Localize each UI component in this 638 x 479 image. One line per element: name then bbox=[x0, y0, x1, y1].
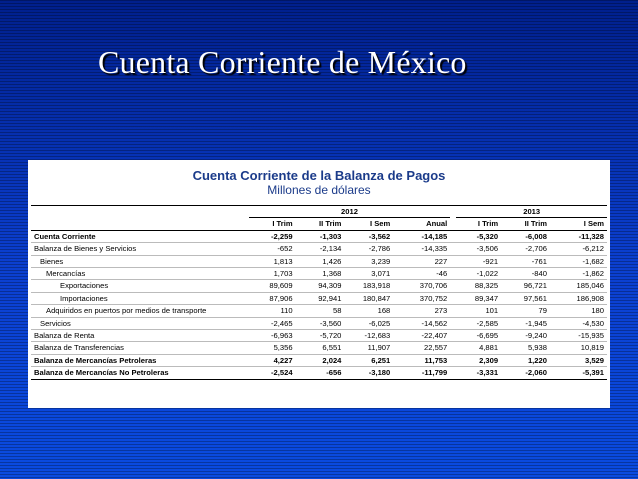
cell-value: 183,918 bbox=[344, 280, 393, 292]
column-header: II Trim bbox=[296, 218, 345, 230]
table-row bbox=[31, 305, 607, 317]
table-body bbox=[31, 230, 607, 379]
cell-value: -12,683 bbox=[344, 330, 393, 342]
row-label: Balanza de Mercancías Petroleras bbox=[31, 354, 249, 366]
cell-value: 186,908 bbox=[550, 292, 607, 304]
period-header-row bbox=[31, 218, 607, 230]
column-header: I Trim bbox=[456, 218, 501, 230]
cell-value: -2,706 bbox=[501, 243, 550, 255]
cell-value: -1,945 bbox=[501, 317, 550, 329]
cell-value: 6,251 bbox=[344, 354, 393, 366]
cell-value: -46 bbox=[393, 268, 450, 280]
cell-value: 1,220 bbox=[501, 354, 550, 366]
cell-value: 185,046 bbox=[550, 280, 607, 292]
cell-value: 88,325 bbox=[456, 280, 501, 292]
balance-table bbox=[31, 205, 607, 380]
cell-value: -5,391 bbox=[550, 367, 607, 379]
cell-value: -5,320 bbox=[456, 230, 501, 242]
cell-value: -2,060 bbox=[501, 367, 550, 379]
year-2012-header: 2012 bbox=[249, 206, 450, 218]
cell-value: 3,239 bbox=[344, 255, 393, 267]
cell-value: -3,180 bbox=[344, 367, 393, 379]
column-header: I Trim bbox=[249, 218, 296, 230]
cell-value: -2,134 bbox=[296, 243, 345, 255]
row-label: Servicios bbox=[31, 317, 249, 329]
cell-value: -3,562 bbox=[344, 230, 393, 242]
cell-value: 22,557 bbox=[393, 342, 450, 354]
column-header: I Sem bbox=[344, 218, 393, 230]
cell-value: -1,682 bbox=[550, 255, 607, 267]
table-row bbox=[31, 342, 607, 354]
row-label: Cuenta Corriente bbox=[31, 230, 249, 242]
cell-value: -14,335 bbox=[393, 243, 450, 255]
table-row bbox=[31, 243, 607, 255]
slide-title: Cuenta Corriente de México bbox=[98, 44, 467, 80]
cell-value: -6,963 bbox=[249, 330, 296, 342]
table-row bbox=[31, 280, 607, 292]
cell-value: -2,585 bbox=[456, 317, 501, 329]
cell-value: 79 bbox=[501, 305, 550, 317]
cell-value: 180,847 bbox=[344, 292, 393, 304]
cell-value: -11,799 bbox=[393, 367, 450, 379]
cell-value: -4,530 bbox=[550, 317, 607, 329]
cell-value: 1,703 bbox=[249, 268, 296, 280]
row-label: Balanza de Transferencias bbox=[31, 342, 249, 354]
table-row bbox=[31, 330, 607, 342]
table-row bbox=[31, 367, 607, 379]
cell-value: 101 bbox=[456, 305, 501, 317]
cell-value: -656 bbox=[296, 367, 345, 379]
cell-value: -5,720 bbox=[296, 330, 345, 342]
cell-value: 87,906 bbox=[249, 292, 296, 304]
column-header: II Trim bbox=[501, 218, 550, 230]
cell-value: 6,551 bbox=[296, 342, 345, 354]
cell-value: -921 bbox=[456, 255, 501, 267]
balance-table-panel bbox=[28, 160, 610, 408]
cell-value: 1,426 bbox=[296, 255, 345, 267]
cell-value: -2,465 bbox=[249, 317, 296, 329]
cell-value: -15,935 bbox=[550, 330, 607, 342]
cell-value: 370,752 bbox=[393, 292, 450, 304]
cell-value: -2,524 bbox=[249, 367, 296, 379]
table-header bbox=[28, 168, 610, 197]
cell-value: -22,407 bbox=[393, 330, 450, 342]
cell-value: 168 bbox=[344, 305, 393, 317]
table-title: Cuenta Corriente de la Balanza de Pagos bbox=[192, 168, 446, 183]
cell-value: -761 bbox=[501, 255, 550, 267]
cell-value: -6,025 bbox=[344, 317, 393, 329]
row-label: Balanza de Mercancías No Petroleras bbox=[31, 367, 249, 379]
row-label: Adquiridos en puertos por medios de transporte bbox=[31, 305, 249, 317]
cell-value: -9,240 bbox=[501, 330, 550, 342]
row-label: Mercancías bbox=[31, 268, 249, 280]
year-header-row bbox=[31, 206, 607, 218]
column-header: Anual bbox=[393, 218, 450, 230]
cell-value: 96,721 bbox=[501, 280, 550, 292]
cell-value: 89,609 bbox=[249, 280, 296, 292]
cell-value: -14,185 bbox=[393, 230, 450, 242]
cell-value: 5,356 bbox=[249, 342, 296, 354]
table-subtitle: Millones de dólares bbox=[267, 183, 371, 197]
cell-value: 4,881 bbox=[456, 342, 501, 354]
table-row bbox=[31, 354, 607, 366]
year-2013-header: 2013 bbox=[456, 206, 607, 218]
cell-value: -652 bbox=[249, 243, 296, 255]
table-row bbox=[31, 230, 607, 242]
row-label: Balanza de Bienes y Servicios bbox=[31, 243, 249, 255]
cell-value: 3,071 bbox=[344, 268, 393, 280]
cell-value: -3,331 bbox=[456, 367, 501, 379]
cell-value: 2,309 bbox=[456, 354, 501, 366]
table-row bbox=[31, 268, 607, 280]
row-label: Balanza de Renta bbox=[31, 330, 249, 342]
cell-value: 94,309 bbox=[296, 280, 345, 292]
cell-value: -6,695 bbox=[456, 330, 501, 342]
cell-value: -6,212 bbox=[550, 243, 607, 255]
row-label: Importaciones bbox=[31, 292, 249, 304]
cell-value: -840 bbox=[501, 268, 550, 280]
cell-value: -2,786 bbox=[344, 243, 393, 255]
cell-value: 370,706 bbox=[393, 280, 450, 292]
cell-value: 10,819 bbox=[550, 342, 607, 354]
cell-value: 273 bbox=[393, 305, 450, 317]
cell-value: -6,008 bbox=[501, 230, 550, 242]
cell-value: -1,862 bbox=[550, 268, 607, 280]
cell-value: 5,938 bbox=[501, 342, 550, 354]
cell-value: 2,024 bbox=[296, 354, 345, 366]
cell-value: 1,813 bbox=[249, 255, 296, 267]
cell-value: 180 bbox=[550, 305, 607, 317]
cell-value: -3,560 bbox=[296, 317, 345, 329]
row-label: Bienes bbox=[31, 255, 249, 267]
cell-value: -14,562 bbox=[393, 317, 450, 329]
cell-value: -1,303 bbox=[296, 230, 345, 242]
cell-value: -11,328 bbox=[550, 230, 607, 242]
row-label: Exportaciones bbox=[31, 280, 249, 292]
cell-value: 3,529 bbox=[550, 354, 607, 366]
cell-value: 110 bbox=[249, 305, 296, 317]
cell-value: 1,368 bbox=[296, 268, 345, 280]
cell-value: 92,941 bbox=[296, 292, 345, 304]
cell-value: -3,506 bbox=[456, 243, 501, 255]
cell-value: 11,907 bbox=[344, 342, 393, 354]
cell-value: -1,022 bbox=[456, 268, 501, 280]
cell-value: 4,227 bbox=[249, 354, 296, 366]
table-row bbox=[31, 317, 607, 329]
cell-value: 11,753 bbox=[393, 354, 450, 366]
cell-value: -2,259 bbox=[249, 230, 296, 242]
cell-value: 227 bbox=[393, 255, 450, 267]
cell-value: 89,347 bbox=[456, 292, 501, 304]
column-header: I Sem bbox=[550, 218, 607, 230]
table-row bbox=[31, 255, 607, 267]
cell-value: 97,561 bbox=[501, 292, 550, 304]
cell-value: 58 bbox=[296, 305, 345, 317]
table-row bbox=[31, 292, 607, 304]
